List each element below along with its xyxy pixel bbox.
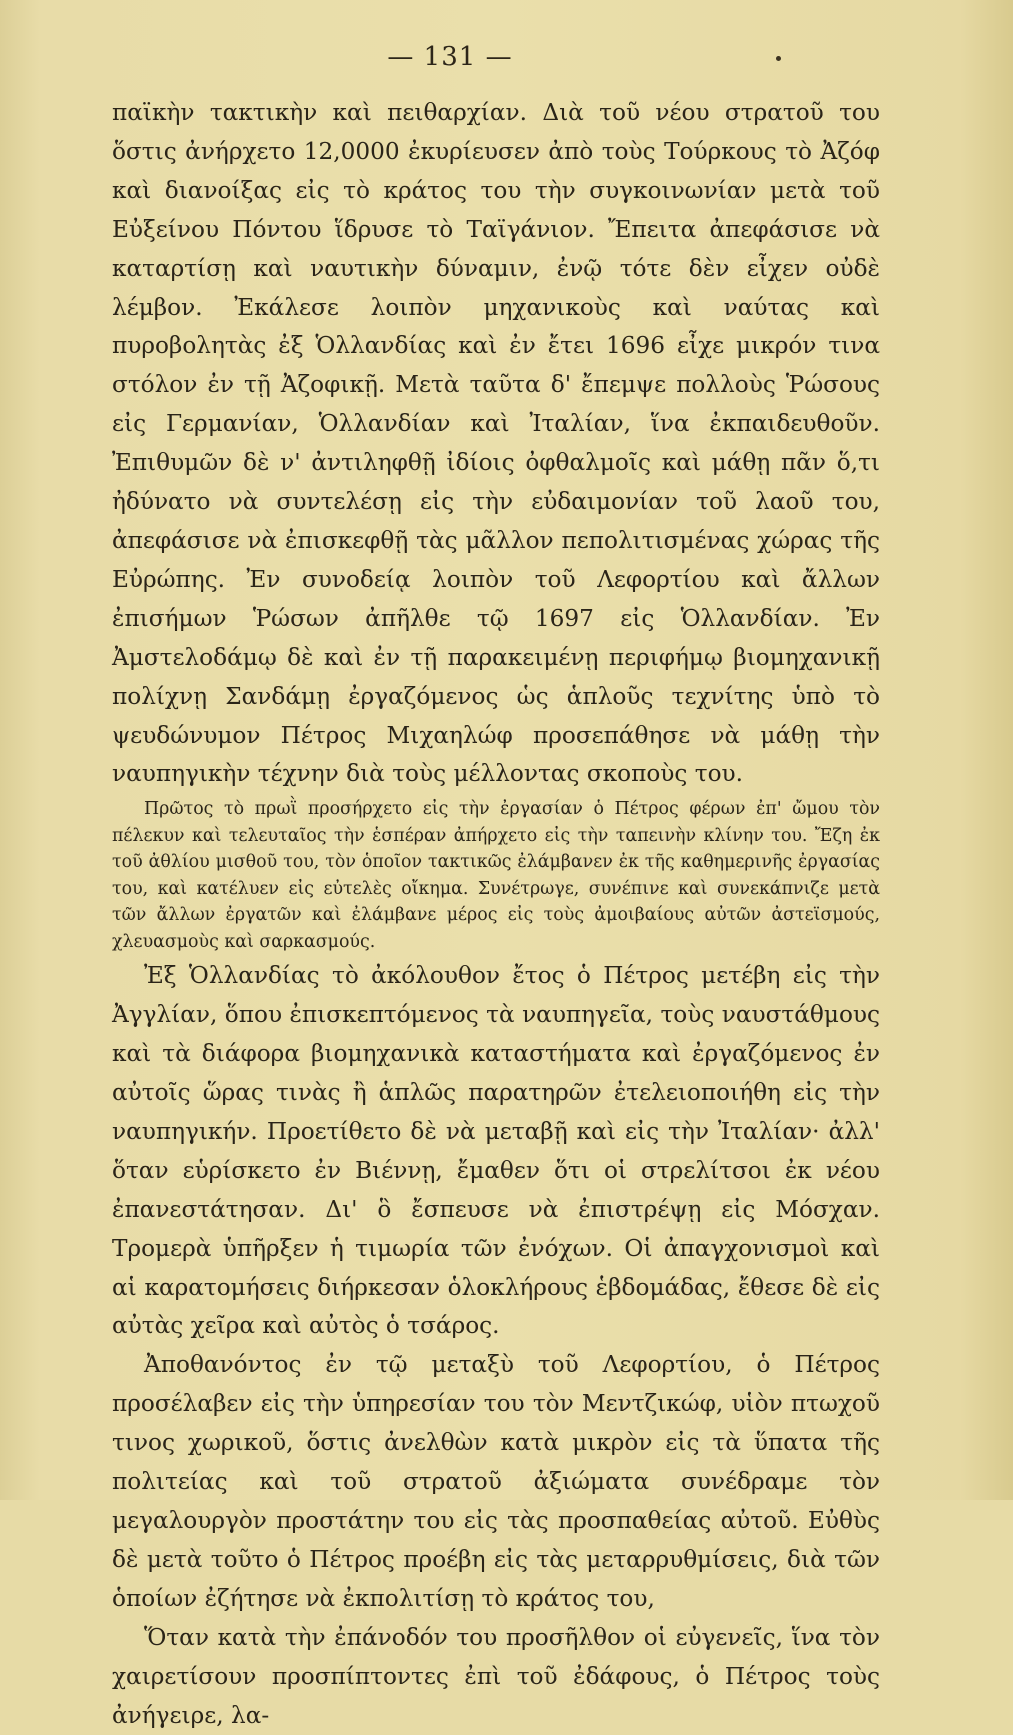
paragraph-4: Ἀποθανόντος ἐν τῷ μεταξὺ τοῦ Λεφορτίου, ὁ Πέτρος προσέλαβεν εἰς τὴν ὑπηρεσίαν του τὸν Μεντζικώφ, υἱὸν πτωχοῦ τινος χωρικοῦ, ὅστις ἀνελθὼν κατὰ μικρὸν εἰς τὰ ὕπατα τῆς πολιτείας καὶ τοῦ στρατοῦ ἀξιώματα συνέδραμε τὸν μεγαλουργὸν προστάτην του εἰς τὰς προσπαθείας αὐτοῦ. Εὐθὺς δὲ μετὰ τοῦτο ὁ Πέτρος προέβη εἰς τὰς μεταρρυθμίσεις, διὰ τῶν ὁποίων ἐζήτησε νὰ ἐκπολιτίσῃ τὸ κράτος του,: [112, 1351, 880, 1612]
ink-dot: [776, 56, 781, 61]
page-body: [112, 94, 880, 1735]
paragraph-5: Ὅταν κατὰ τὴν ἐπάνοδόν του προσῆλθον οἱ εὐγενεῖς, ἵνα τὸν χαιρετίσουν προσπίπτοντες ἐπὶ τοῦ ἐδάφους, ὁ Πέτρος τοὺς ἀνήγειρε, λα-: [112, 1623, 880, 1729]
page-number: — 131 —: [387, 42, 513, 72]
paragraph-1: παϊκὴν τακτικὴν καὶ πειθαρχίαν. Διὰ τοῦ νέου στρατοῦ του ὅστις ἀνήρχετο 12,0000 ἐκυρίευσεν ἀπὸ τοὺς Τούρκους τὸ Ἀζόφ καὶ διανοίξας εἰς τὸ κράτος του τὴν συγκοινωνίαν μετὰ τοῦ Εὐξείνου Πόντου ἵδρυσε τὸ Ταϊγάνιον. Ἔπειτα ἀπεφάσισε νὰ καταρτίσῃ καὶ ναυτικὴν δύναμιν, ἐνῷ τότε δὲν εἶχεν οὐδὲ λέμβον. Ἐκάλεσε λοιπὸν μηχανικοὺς καὶ ναύτας καὶ πυροβολητὰς ἐξ Ὁλλανδίας καὶ ἐν ἔτει 1696 εἶχε μικρόν τινα στόλον ἐν τῇ Ἀζοφικῇ. Μετὰ ταῦτα δ' ἔπεμψε πολλοὺς Ῥώσους εἰς Γερμανίαν, Ὁλλανδίαν καὶ Ἰταλίαν, ἵνα ἐκπαιδευθοῦν. Ἐπιθυμῶν δὲ ν' ἀντιληφθῇ ἰδίοις ὀφθαλμοῖς καὶ μάθῃ πᾶν ὅ,τι ἠδύνατο νὰ συντελέσῃ εἰς τὴν εὐδαιμονίαν τοῦ λαοῦ του, ἀπεφάσισε νὰ ἐπισκεφθῇ τὰς μᾶλλον πεπολιτισμένας χώρας τῆς Εὐρώπης. Ἐν συνοδείᾳ λοιπὸν τοῦ Λεφορτίου καὶ ἄλλων ἐπισήμων Ῥώσων ἀπῆλθε τῷ 1697 εἰς Ὁλλανδίαν. Ἐν Ἀμστελοδάμῳ δὲ καὶ ἐν τῇ παρακειμένῃ περιφήμῳ βιομηχανικῇ πολίχνῃ Σανδάμῃ ἐργαζόμενος ὡς ἁπλοῦς τεχνίτης ὑπὸ τὸ ψευδώνυμον Πέτρος Μιχαηλώφ προσεπάθησε νὰ μάθῃ τὴν ναυπηγικὴν τέχνην διὰ τοὺς μέλλοντας σκοποὺς του.: [112, 99, 880, 788]
paragraph-3: Ἐξ Ὁλλανδίας τὸ ἀκόλουθον ἔτος ὁ Πέτρος μετέβη εἰς τὴν Ἀγγλίαν, ὅπου ἐπισκεπτόμενος τὰ ναυπηγεῖα, τοὺς ναυστάθμους καὶ τὰ διάφορα βιομηχανικὰ καταστήματα καὶ ἐργαζόμενος ἐν αὐτοῖς ὥρας τινὰς ἢ ἁπλῶς παρατηρῶν ἐτελειοποιήθη εἰς τὴν ναυπηγικήν. Προετίθετο δὲ νὰ μεταβῇ καὶ εἰς τὴν Ἰταλίαν· ἀλλ' ὅταν εὑρίσκετο ἐν Βιέννῃ, ἔμαθεν ὅτι οἱ στρελίτσοι ἐκ νέου ἐπανεστάτησαν. Δι' ὃ ἔσπευσε νὰ ἐπιστρέψῃ εἰς Μόσχαν. Τρομερὰ ὑπῆρξεν ἡ τιμωρία τῶν ἐνόχων. Οἱ ἀπαγχονισμοὶ καὶ αἱ καρατομήσεις διήρκεσαν ὁλοκλήρους ἑβδομάδας, ἔθεσε δὲ εἰς αὐτὰς χεῖρα καὶ αὐτὸς ὁ τσάρος.: [112, 962, 880, 1340]
paragraph-2-small-print: Πρῶτος τὸ πρωῒ προσήρχετο εἰς τὴν ἐργασίαν ὁ Πέτρος φέρων ἐπ' ὤμου τὸν πέλεκυν καὶ τελευταῖος τὴν ἑσπέραν ἀπήρχετο εἰς τὴν ταπεινὴν κλίνην του. Ἔζη ἐκ τοῦ ἀθλίου μισθοῦ του, τὸν ὁποῖον τακτικῶς ἐλάμβανεν ἐκ τῆς καθημερινῆς ἐργασίας του, καὶ κατέλυεν εἰς εὐτελὲς οἴκημα. Συνέτρωγε, συνέπινε καὶ συνεκάπνιζε μετὰ τῶν ἄλλων ἐργατῶν καὶ ἐλάμβανε μέρος εἰς τοὺς ἀμοιβαίους αὐτῶν ἀστεϊσμούς, χλευασμοὺς καὶ σαρκασμούς.: [112, 799, 880, 952]
